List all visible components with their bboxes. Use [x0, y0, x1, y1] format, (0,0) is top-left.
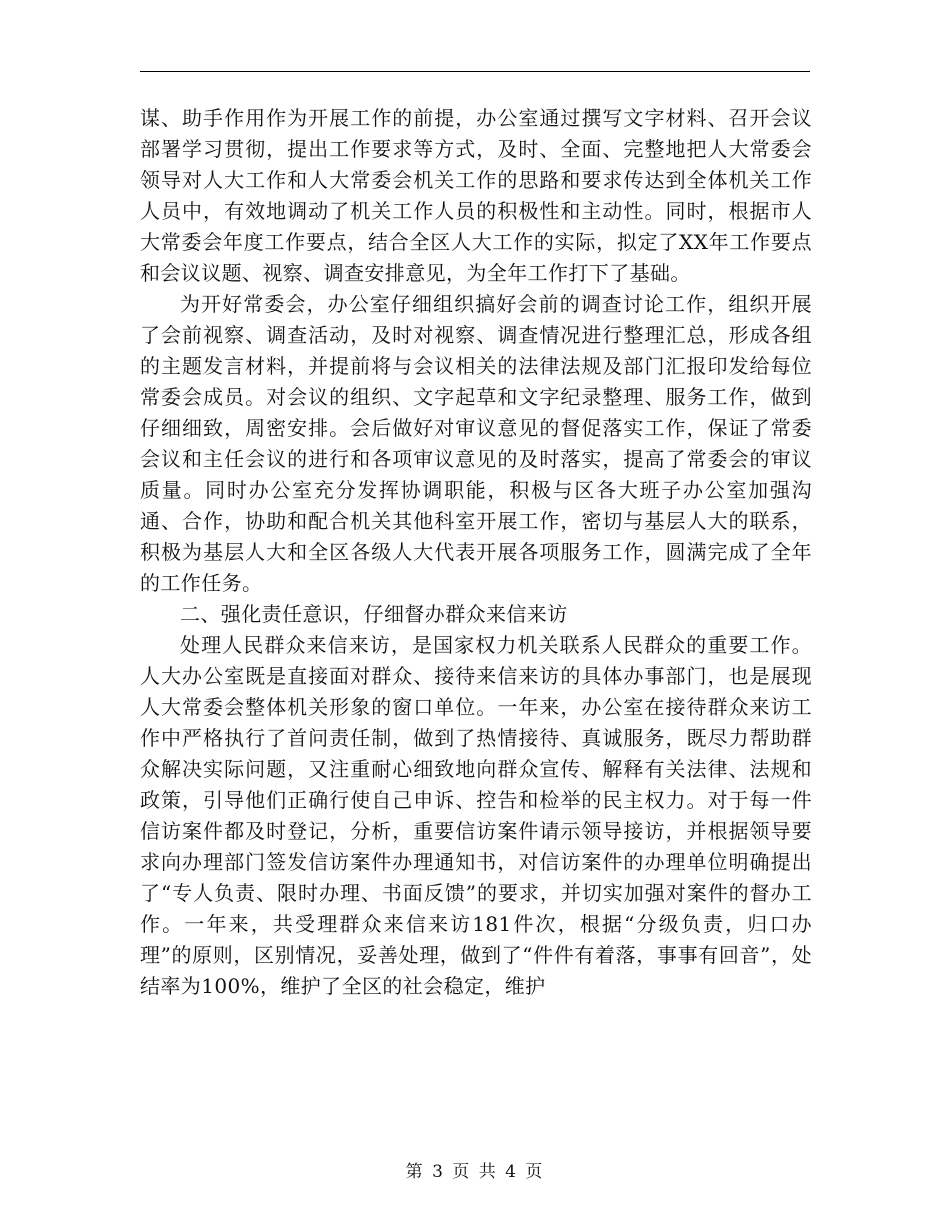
paragraph-1: 谋、助手作用作为开展工作的前提，办公室通过撰写文字材料、召开会议部署学习贯彻，提出工作要求等方式，及时、全面、完整地把人大常委会领导对人大工作和人大常委会机关工作的思路和要求传达到全体机关工作人员中，有效地调动了机关工作人员的积极性和主动性。同时，根据市人大常委会年度工作要点，结合全区人大工作的实际，拟定了XX年工作要点和会议议题、视察、调查安排意见，为全年工作打下了基础。 [140, 106, 812, 285]
page-number: 第 3 页 共 4 页 [405, 1162, 545, 1182]
document-body [140, 103, 812, 1002]
paragraph-2: 为开好常委会，办公室仔细组织搞好会前的调查讨论工作，组织开展了会前视察、调查活动，及时对视察、调查情况进行整理汇总，形成各组的主题发言材料，并提前将与会议相关的法律法规及部门汇报印发给每位常委会成员。对会议的组织、文字起草和文字纪录整理、服务工作，做到仔细细致，周密安排。会后做好对审议意见的督促落实工作，保证了常委会议和主任会议的进行和各项审议意见的及时落实，提高了常委会的审议质量。同时办公室充分发挥协调职能，积极与区各大班子办公室加强沟通、合作，协助和配合机关其他科室开展工作，密切与基层人大的联系，积极为基层人大和全区各级人大代表开展各项服务工作，圆满完成了全年的工作任务。 [140, 292, 812, 595]
section-heading: 二、强化责任意识，仔细督办群众来信来访 [180, 602, 568, 626]
header-rule [140, 71, 810, 72]
paragraph-3: 处理人民群众来信来访，是国家权力机关联系人民群众的重要工作。人大办公室既是直接面对群众、接待来信来访的具体办事部门，也是展现人大常委会整体机关形象的窗口单位。一年来，办公室在接待群众来访工作中严格执行了首问责任制，做到了热情接待、真诚服务，既尽力帮助群众解决实际问题，又注重耐心细致地向群众宣传、解释有关法律、法规和政策，引导他们正确行使自己申诉、控告和检举的民主权力。对于每一件信访案件都及时登记，分析，重要信访案件请示领导接访，并根据领导要求向办理部门签发信访案件办理通知书，对信访案件的办理单位明确提出了“专人负责、限时办理、书面反馈”的要求，并切实加强对案件的督办工作。一年来，共受理群众来信来访181件次，根据“分级负责，归口办理”的原则，区别情况，妥善处理，做到了“件件有着落，事事有回音”，处结率为100%，维护了全区的社会稳定，维护 [140, 633, 812, 998]
